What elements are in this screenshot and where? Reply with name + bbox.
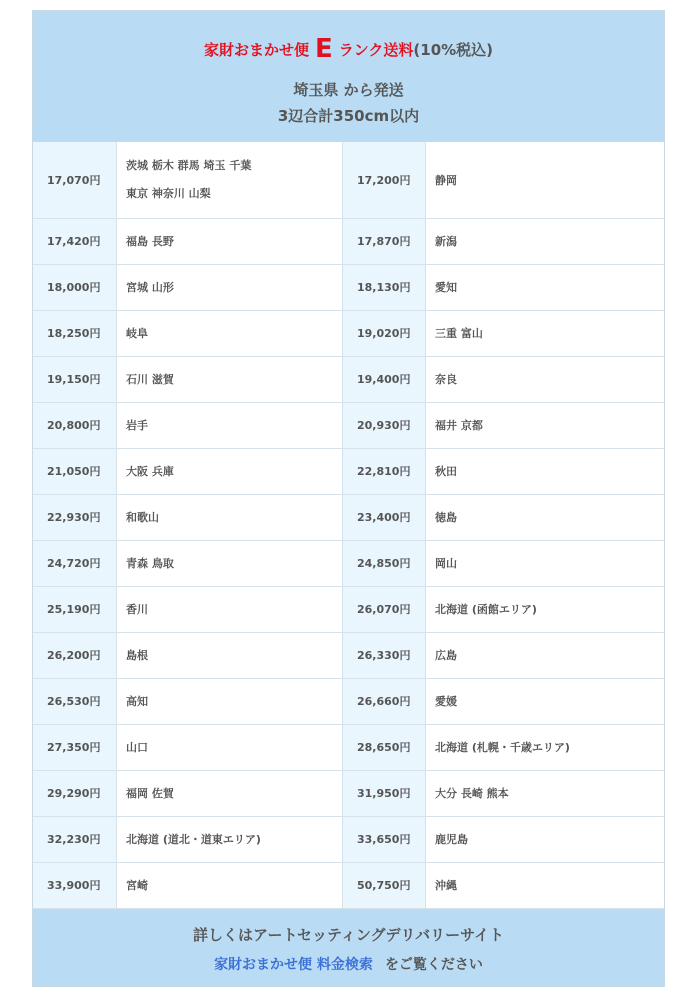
table-row xyxy=(33,678,664,724)
prefecture-cell: 青森 鳥取 xyxy=(117,540,343,586)
price-cell: 26,200円 xyxy=(33,632,117,678)
prefecture-cell: 山口 xyxy=(117,724,343,770)
price-cell: 18,250円 xyxy=(33,310,117,356)
prefecture-cell: 北海道 (函館エリア) xyxy=(426,586,665,632)
price-cell: 33,900円 xyxy=(33,862,117,908)
prefecture-cell: 秋田 xyxy=(426,448,665,494)
price-cell: 26,530円 xyxy=(33,678,117,724)
price-cell: 28,650円 xyxy=(343,724,426,770)
prefecture-cell: 愛媛 xyxy=(426,678,665,724)
price-cell: 24,720円 xyxy=(33,540,117,586)
price-cell: 32,230円 xyxy=(33,816,117,862)
table-row xyxy=(33,770,664,816)
rate-title xyxy=(33,11,664,63)
prefecture-cell: 愛知 xyxy=(426,264,665,310)
table-row xyxy=(33,218,664,264)
prefecture-cell xyxy=(117,142,343,218)
origin-label: 埼玉県 から発送 xyxy=(293,81,404,99)
prefecture-cell: 岩手 xyxy=(117,402,343,448)
prefecture-cell: 福岡 佐賀 xyxy=(117,770,343,816)
rate-table xyxy=(33,142,664,909)
rate-footer xyxy=(33,909,664,986)
price-cell: 18,130円 xyxy=(343,264,426,310)
table-row xyxy=(33,494,664,540)
footer-link-line xyxy=(33,954,664,976)
table-row xyxy=(33,448,664,494)
price-cell: 26,660円 xyxy=(343,678,426,724)
prefecture-cell: 奈良 xyxy=(426,356,665,402)
price-cell: 22,930円 xyxy=(33,494,117,540)
rate-header xyxy=(33,11,664,142)
table-row xyxy=(33,632,664,678)
price-cell: 25,190円 xyxy=(33,586,117,632)
prefecture-cell: 岐阜 xyxy=(117,310,343,356)
price-cell: 19,400円 xyxy=(343,356,426,402)
price-cell: 29,290円 xyxy=(33,770,117,816)
price-cell: 31,950円 xyxy=(343,770,426,816)
prefecture-cell: 北海道 (札幌・千歳エリア) xyxy=(426,724,665,770)
prefecture-cell: 宮城 山形 xyxy=(117,264,343,310)
price-cell: 24,850円 xyxy=(343,540,426,586)
prefecture-cell: 福島 長野 xyxy=(117,218,343,264)
prefecture-cell: 高知 xyxy=(117,678,343,724)
prefecture-cell: 石川 滋賀 xyxy=(117,356,343,402)
price-cell: 20,930円 xyxy=(343,402,426,448)
footer-note: 詳しくはアートセッティングデリバリーサイト xyxy=(192,925,505,944)
price-cell: 23,400円 xyxy=(343,494,426,540)
prefecture-line: 東京 神奈川 山梨 xyxy=(126,186,211,200)
price-cell: 21,050円 xyxy=(33,448,117,494)
prefecture-cell: 鹿児島 xyxy=(426,816,665,862)
prefecture-cell: 島根 xyxy=(117,632,343,678)
table-row xyxy=(33,264,664,310)
price-search-link[interactable]: 家財おまかせ便 料金検索 xyxy=(214,956,373,973)
table-row xyxy=(33,142,664,218)
table-row xyxy=(33,586,664,632)
price-cell: 17,200円 xyxy=(343,142,426,218)
prefecture-cell: 新潟 xyxy=(426,218,665,264)
footer-suffix: をご覧ください xyxy=(384,956,483,973)
price-cell: 19,150円 xyxy=(33,356,117,402)
price-cell: 19,020円 xyxy=(343,310,426,356)
price-cell: 17,070円 xyxy=(33,142,117,218)
table-row xyxy=(33,402,664,448)
prefecture-line: 茨城 栃木 群馬 埼玉 千葉 xyxy=(126,158,252,172)
prefecture-cell: 三重 富山 xyxy=(426,310,665,356)
prefecture-cell: 広島 xyxy=(426,632,665,678)
price-cell: 18,000円 xyxy=(33,264,117,310)
table-row xyxy=(33,816,664,862)
price-cell: 17,870円 xyxy=(343,218,426,264)
price-cell: 20,800円 xyxy=(33,402,117,448)
price-cell: 33,650円 xyxy=(343,816,426,862)
price-cell: 26,070円 xyxy=(343,586,426,632)
prefecture-cell: 静岡 xyxy=(426,142,665,218)
size-limit-label: 3辺合計350cm以内 xyxy=(277,107,420,125)
shipping-rate-table-card xyxy=(32,10,665,987)
prefecture-cell: 沖縄 xyxy=(426,862,665,908)
prefecture-cell: 岡山 xyxy=(426,540,665,586)
prefecture-cell: 大分 長崎 熊本 xyxy=(426,770,665,816)
table-row xyxy=(33,724,664,770)
table-row xyxy=(33,310,664,356)
table-row xyxy=(33,862,664,908)
service-name: 家財おまかせ便 xyxy=(203,41,309,59)
prefecture-cell: 香川 xyxy=(117,586,343,632)
prefecture-cell: 大阪 兵庫 xyxy=(117,448,343,494)
price-cell: 22,810円 xyxy=(343,448,426,494)
table-row xyxy=(33,540,664,586)
price-cell: 27,350円 xyxy=(33,724,117,770)
tax-note: (10%税込) xyxy=(413,41,494,59)
prefecture-cell: 徳島 xyxy=(426,494,665,540)
table-row xyxy=(33,356,664,402)
prefecture-cell: 北海道 (道北・道東エリア) xyxy=(117,816,343,862)
prefecture-cell: 宮崎 xyxy=(117,862,343,908)
rank-letter: E xyxy=(314,34,333,64)
price-cell: 17,420円 xyxy=(33,218,117,264)
price-cell: 50,750円 xyxy=(343,862,426,908)
rank-shipping-label: ランク送料 xyxy=(338,41,414,59)
price-cell: 26,330円 xyxy=(343,632,426,678)
prefecture-cell: 福井 京都 xyxy=(426,402,665,448)
prefecture-cell: 和歌山 xyxy=(117,494,343,540)
